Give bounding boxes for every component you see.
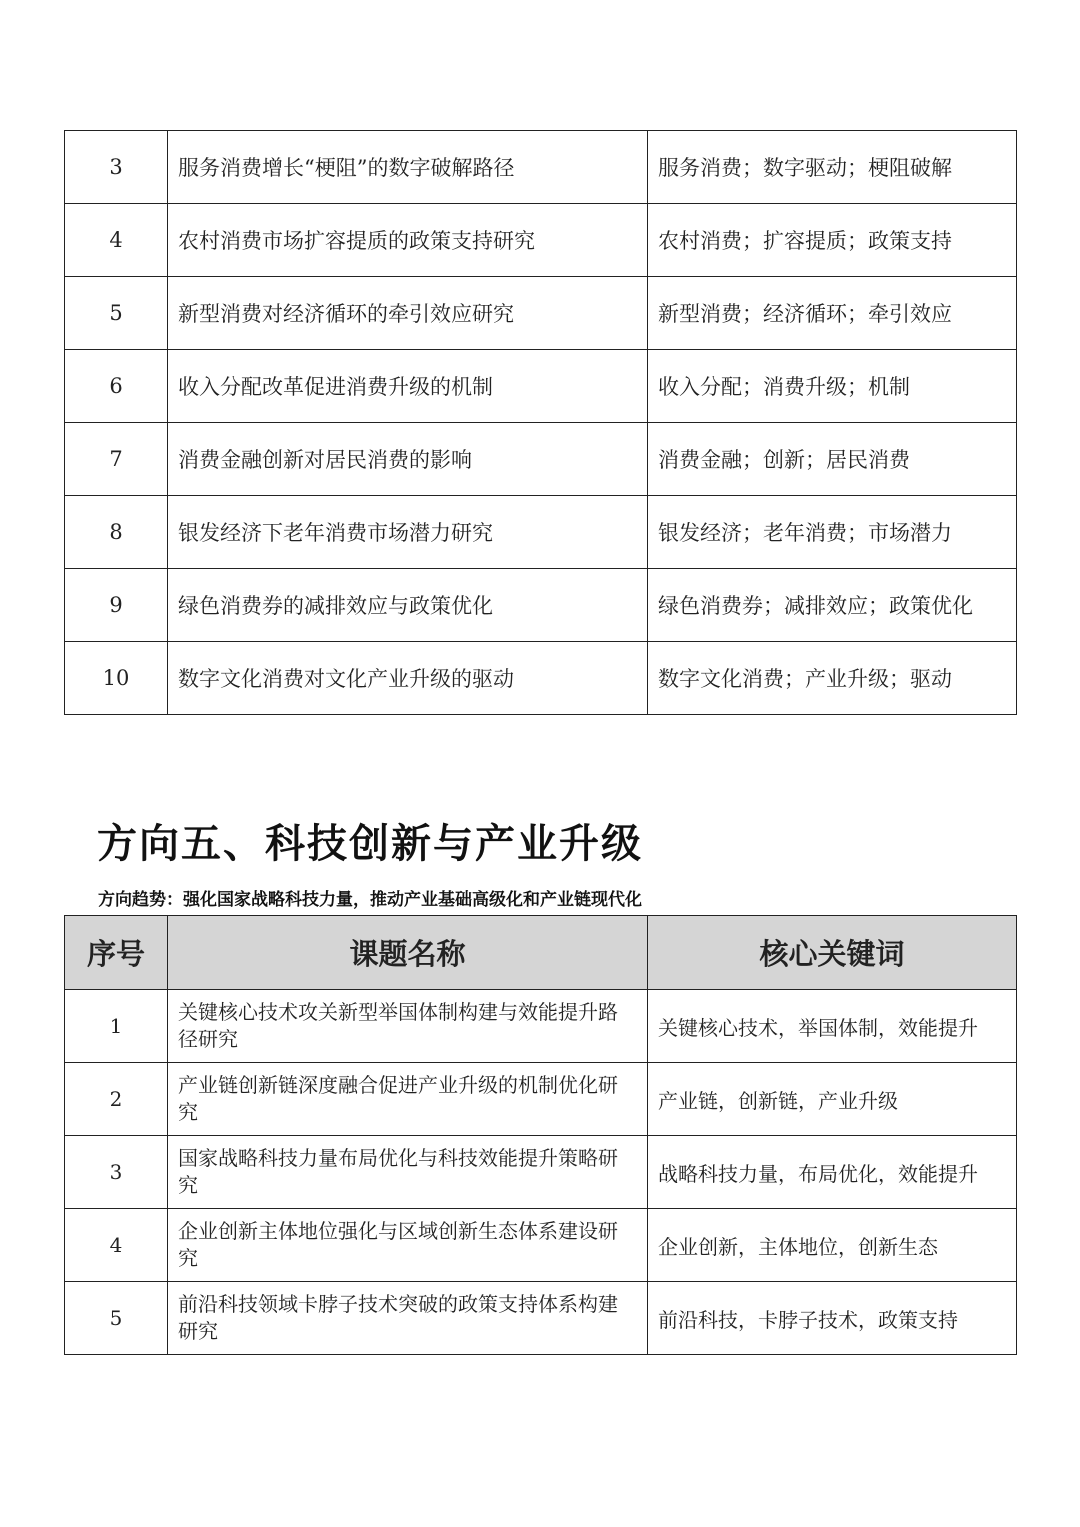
topic-title: 消费金融创新对居民消费的影响 bbox=[168, 423, 648, 496]
topic-title: 绿色消费券的减排效应与政策优化 bbox=[168, 569, 648, 642]
table-row bbox=[65, 1136, 1017, 1209]
topic-keywords: 收入分配；消费升级；机制 bbox=[648, 350, 1017, 423]
topic-title: 国家战略科技力量布局优化与科技效能提升策略研究 bbox=[168, 1136, 648, 1209]
row-number: 8 bbox=[65, 496, 168, 569]
row-number: 4 bbox=[65, 204, 168, 277]
topic-title: 产业链创新链深度融合促进产业升级的机制优化研究 bbox=[168, 1063, 648, 1136]
row-number: 4 bbox=[65, 1209, 168, 1282]
row-number: 7 bbox=[65, 423, 168, 496]
topic-keywords: 农村消费；扩容提质；政策支持 bbox=[648, 204, 1017, 277]
topic-table-continued bbox=[64, 130, 1017, 715]
topic-title: 前沿科技领域卡脖子技术突破的政策支持体系构建研究 bbox=[168, 1282, 648, 1355]
table-header-row bbox=[65, 916, 1017, 990]
table-row bbox=[65, 131, 1017, 204]
table-row bbox=[65, 496, 1017, 569]
table-row bbox=[65, 569, 1017, 642]
topic-keywords: 企业创新，主体地位，创新生态 bbox=[648, 1209, 1017, 1282]
header-number: 序号 bbox=[65, 916, 168, 990]
topic-title: 数字文化消费对文化产业升级的驱动 bbox=[168, 642, 648, 715]
topic-keywords: 绿色消费券；减排效应；政策优化 bbox=[648, 569, 1017, 642]
row-number: 3 bbox=[65, 1136, 168, 1209]
topic-title: 企业创新主体地位强化与区域创新生态体系建设研究 bbox=[168, 1209, 648, 1282]
topic-title: 农村消费市场扩容提质的政策支持研究 bbox=[168, 204, 648, 277]
topic-keywords: 银发经济；老年消费；市场潜力 bbox=[648, 496, 1017, 569]
topic-keywords: 数字文化消费；产业升级；驱动 bbox=[648, 642, 1017, 715]
topic-keywords: 前沿科技，卡脖子技术，政策支持 bbox=[648, 1282, 1017, 1355]
row-number: 5 bbox=[65, 1282, 168, 1355]
row-number: 5 bbox=[65, 277, 168, 350]
topic-title: 收入分配改革促进消费升级的机制 bbox=[168, 350, 648, 423]
row-number: 6 bbox=[65, 350, 168, 423]
topic-keywords: 产业链，创新链，产业升级 bbox=[648, 1063, 1017, 1136]
table-row bbox=[65, 204, 1017, 277]
topic-title: 新型消费对经济循环的牵引效应研究 bbox=[168, 277, 648, 350]
table-row bbox=[65, 277, 1017, 350]
row-number: 10 bbox=[65, 642, 168, 715]
table-row bbox=[65, 1209, 1017, 1282]
table-row bbox=[65, 1063, 1017, 1136]
header-title: 课题名称 bbox=[168, 916, 648, 990]
row-number: 2 bbox=[65, 1063, 168, 1136]
row-number: 9 bbox=[65, 569, 168, 642]
topic-keywords: 战略科技力量，布局优化，效能提升 bbox=[648, 1136, 1017, 1209]
row-number: 1 bbox=[65, 990, 168, 1063]
topic-title: 关键核心技术攻关新型举国体制构建与效能提升路径研究 bbox=[168, 990, 648, 1063]
header-keywords: 核心关键词 bbox=[648, 916, 1017, 990]
topic-keywords: 消费金融；创新；居民消费 bbox=[648, 423, 1017, 496]
table-row bbox=[65, 990, 1017, 1063]
row-number: 3 bbox=[65, 131, 168, 204]
topic-title: 服务消费增长“梗阻”的数字破解路径 bbox=[168, 131, 648, 204]
table-row bbox=[65, 423, 1017, 496]
topic-keywords: 服务消费；数字驱动；梗阻破解 bbox=[648, 131, 1017, 204]
table-row bbox=[65, 1282, 1017, 1355]
table-row bbox=[65, 350, 1017, 423]
topic-keywords: 新型消费；经济循环；牵引效应 bbox=[648, 277, 1017, 350]
topic-keywords: 关键核心技术，举国体制，效能提升 bbox=[648, 990, 1017, 1063]
section-trend: 方向趋势：强化国家战略科技力量，推动产业基础高级化和产业链现代化 bbox=[98, 890, 642, 910]
section-heading: 方向五、科技创新与产业升级 bbox=[97, 820, 643, 867]
topic-table-direction-five bbox=[64, 915, 1017, 1355]
table-row bbox=[65, 642, 1017, 715]
topic-title: 银发经济下老年消费市场潜力研究 bbox=[168, 496, 648, 569]
